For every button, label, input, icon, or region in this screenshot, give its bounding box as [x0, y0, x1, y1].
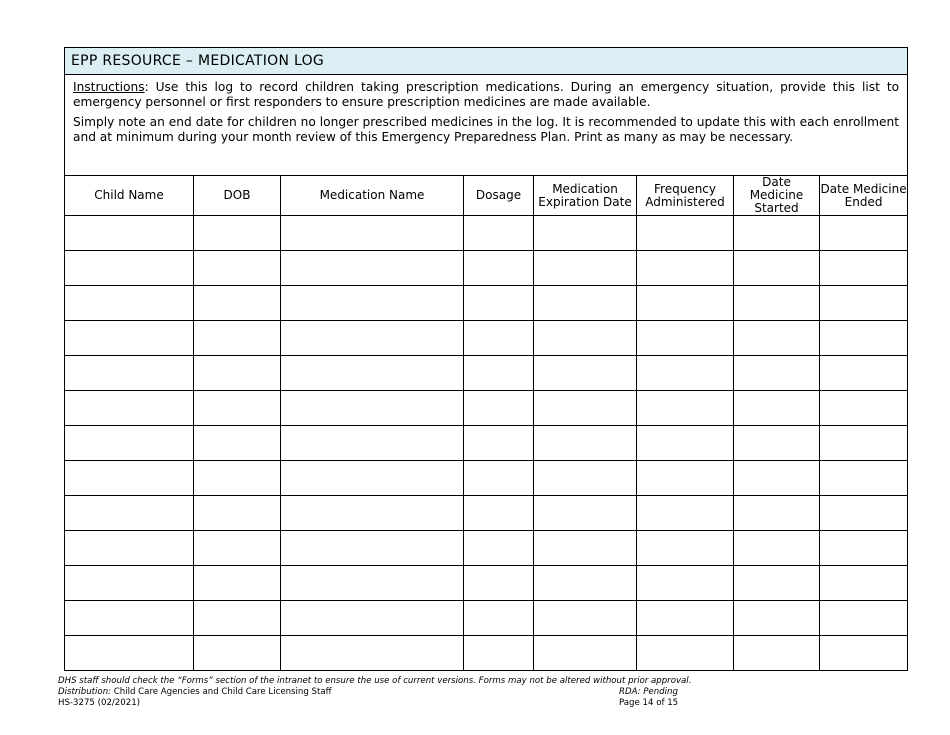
- rda-status: RDA: Pending: [619, 687, 678, 697]
- log-cell[interactable]: [464, 321, 534, 356]
- log-cell[interactable]: [534, 356, 637, 391]
- log-cell[interactable]: [534, 636, 637, 671]
- log-cell[interactable]: [194, 426, 281, 461]
- log-cell[interactable]: [281, 286, 464, 321]
- log-cell[interactable]: [281, 356, 464, 391]
- log-cell[interactable]: [194, 391, 281, 426]
- log-cell[interactable]: [194, 496, 281, 531]
- log-cell[interactable]: [534, 566, 637, 601]
- column-header-dosage: Dosage: [464, 176, 534, 216]
- log-cell[interactable]: [820, 601, 908, 636]
- log-cell[interactable]: [820, 356, 908, 391]
- log-cell[interactable]: [734, 531, 820, 566]
- log-cell[interactable]: [637, 566, 734, 601]
- log-cell[interactable]: [534, 251, 637, 286]
- log-cell[interactable]: [734, 636, 820, 671]
- log-cell[interactable]: [65, 321, 194, 356]
- log-cell[interactable]: [534, 391, 637, 426]
- log-cell[interactable]: [464, 601, 534, 636]
- log-cell[interactable]: [65, 426, 194, 461]
- log-cell[interactable]: [281, 531, 464, 566]
- log-cell[interactable]: [194, 461, 281, 496]
- log-cell[interactable]: [65, 356, 194, 391]
- log-cell[interactable]: [734, 461, 820, 496]
- page-footer: [58, 676, 698, 709]
- log-cell[interactable]: [734, 286, 820, 321]
- column-header-expiration-date: Medication Expiration Date: [534, 176, 637, 216]
- log-cell[interactable]: [734, 496, 820, 531]
- log-cell[interactable]: [820, 496, 908, 531]
- form-number: HS-3275 (02/2021): [58, 698, 141, 708]
- log-cell[interactable]: [464, 216, 534, 251]
- log-cell[interactable]: [194, 636, 281, 671]
- log-cell[interactable]: [65, 531, 194, 566]
- table-row: [65, 426, 908, 461]
- log-cell[interactable]: [734, 216, 820, 251]
- log-cell[interactable]: [820, 426, 908, 461]
- log-cell[interactable]: [820, 566, 908, 601]
- form-title: EPP RESOURCE – MEDICATION LOG: [65, 48, 908, 75]
- table-row: [65, 461, 908, 496]
- log-cell[interactable]: [534, 601, 637, 636]
- log-cell[interactable]: [637, 321, 734, 356]
- distribution-label: Distribution:: [58, 687, 112, 697]
- log-cell[interactable]: [534, 426, 637, 461]
- log-cell[interactable]: [194, 531, 281, 566]
- log-cell[interactable]: [637, 426, 734, 461]
- log-cell[interactable]: [65, 216, 194, 251]
- log-cell[interactable]: [637, 496, 734, 531]
- log-cell[interactable]: [637, 531, 734, 566]
- log-cell[interactable]: [734, 391, 820, 426]
- medication-log-form: [64, 47, 908, 671]
- log-cell[interactable]: [637, 356, 734, 391]
- log-cell[interactable]: [534, 496, 637, 531]
- log-cell[interactable]: [65, 496, 194, 531]
- log-cell[interactable]: [281, 496, 464, 531]
- log-cell[interactable]: [65, 566, 194, 601]
- log-cell[interactable]: [194, 601, 281, 636]
- column-header-child-name: Child Name: [65, 176, 194, 216]
- log-cell[interactable]: [281, 636, 464, 671]
- log-cell[interactable]: [65, 461, 194, 496]
- log-cell[interactable]: [534, 286, 637, 321]
- column-header-row: [65, 176, 908, 216]
- log-cell[interactable]: [281, 601, 464, 636]
- page-number: Page 14 of 15: [619, 698, 679, 708]
- table-row: [65, 636, 908, 671]
- column-header-medication-name: Medication Name: [281, 176, 464, 216]
- log-cell[interactable]: [65, 636, 194, 671]
- log-cell[interactable]: [464, 461, 534, 496]
- log-cell[interactable]: [820, 286, 908, 321]
- table-row: [65, 321, 908, 356]
- table-row: [65, 251, 908, 286]
- log-cell[interactable]: [464, 426, 534, 461]
- footer-distribution-line: [58, 687, 698, 698]
- instructions-paragraph-2: Simply note an end date for children no longer prescribed medicines in the log. It is recommended to update this with each enrollment and at minimum during your month review of this Emergency Preparedness Plan. Print as many as may be necessary.: [73, 115, 900, 144]
- log-cell[interactable]: [820, 391, 908, 426]
- log-cell[interactable]: [281, 216, 464, 251]
- log-cell[interactable]: [281, 251, 464, 286]
- log-cell[interactable]: [637, 286, 734, 321]
- log-cell[interactable]: [534, 461, 637, 496]
- log-cell[interactable]: [281, 391, 464, 426]
- log-cell[interactable]: [194, 321, 281, 356]
- table-row: [65, 601, 908, 636]
- log-cell[interactable]: [637, 461, 734, 496]
- log-cell[interactable]: [820, 216, 908, 251]
- log-rows: [65, 216, 908, 671]
- log-cell[interactable]: [734, 251, 820, 286]
- log-cell[interactable]: [820, 461, 908, 496]
- log-cell[interactable]: [464, 391, 534, 426]
- log-cell[interactable]: [820, 251, 908, 286]
- log-cell[interactable]: [464, 356, 534, 391]
- log-cell[interactable]: [820, 321, 908, 356]
- log-cell[interactable]: [464, 496, 534, 531]
- instructions-text: : Use this log to record children taking prescription medications. During an emergency situation, provide this list to emergency personnel or first responders to ensure prescription medicines are made available.: [73, 80, 900, 109]
- table-row: [65, 356, 908, 391]
- column-header-dob: DOB: [194, 176, 281, 216]
- log-cell[interactable]: [281, 566, 464, 601]
- log-cell[interactable]: [464, 636, 534, 671]
- log-cell[interactable]: [637, 601, 734, 636]
- table-row: [65, 391, 908, 426]
- instructions-paragraph-1: [73, 80, 899, 110]
- log-cell[interactable]: [281, 321, 464, 356]
- log-cell[interactable]: [281, 426, 464, 461]
- log-cell[interactable]: [65, 601, 194, 636]
- log-cell[interactable]: [734, 566, 820, 601]
- log-cell[interactable]: [734, 321, 820, 356]
- log-cell[interactable]: [194, 216, 281, 251]
- log-cell[interactable]: [464, 566, 534, 601]
- log-cell[interactable]: [534, 216, 637, 251]
- log-cell[interactable]: [464, 251, 534, 286]
- column-header-frequency: Frequency Administered: [637, 176, 734, 216]
- instructions-label: Instructions: [73, 80, 145, 94]
- table-row: [65, 531, 908, 566]
- table-row: [65, 216, 908, 251]
- footer-notice: DHS staff should check the “Forms” section of the intranet to ensure the use of current versions. Forms may not be altered without prior approval.: [58, 676, 692, 686]
- log-cell[interactable]: [534, 321, 637, 356]
- column-header-date-started: Date Medicine Started: [734, 176, 820, 216]
- column-header-date-ended: Date Medicine Ended: [820, 176, 908, 216]
- log-cell[interactable]: [194, 286, 281, 321]
- footer-form-line: [58, 698, 698, 709]
- instructions-block: [65, 75, 908, 176]
- table-row: [65, 286, 908, 321]
- log-cell[interactable]: [65, 391, 194, 426]
- table-row: [65, 566, 908, 601]
- log-cell[interactable]: [734, 426, 820, 461]
- log-cell[interactable]: [734, 601, 820, 636]
- log-cell[interactable]: [734, 356, 820, 391]
- log-cell[interactable]: [637, 216, 734, 251]
- log-cell[interactable]: [194, 566, 281, 601]
- table-row: [65, 496, 908, 531]
- log-cell[interactable]: [534, 531, 637, 566]
- log-cell[interactable]: [281, 461, 464, 496]
- log-cell[interactable]: [820, 531, 908, 566]
- log-cell[interactable]: [820, 636, 908, 671]
- log-cell[interactable]: [637, 636, 734, 671]
- log-cell[interactable]: [65, 286, 194, 321]
- log-cell[interactable]: [65, 251, 194, 286]
- log-cell[interactable]: [194, 356, 281, 391]
- distribution-value: Child Care Agencies and Child Care Licensing Staff: [111, 687, 332, 697]
- log-cell[interactable]: [194, 251, 281, 286]
- log-cell[interactable]: [464, 531, 534, 566]
- log-cell[interactable]: [464, 286, 534, 321]
- log-cell[interactable]: [637, 391, 734, 426]
- log-cell[interactable]: [637, 251, 734, 286]
